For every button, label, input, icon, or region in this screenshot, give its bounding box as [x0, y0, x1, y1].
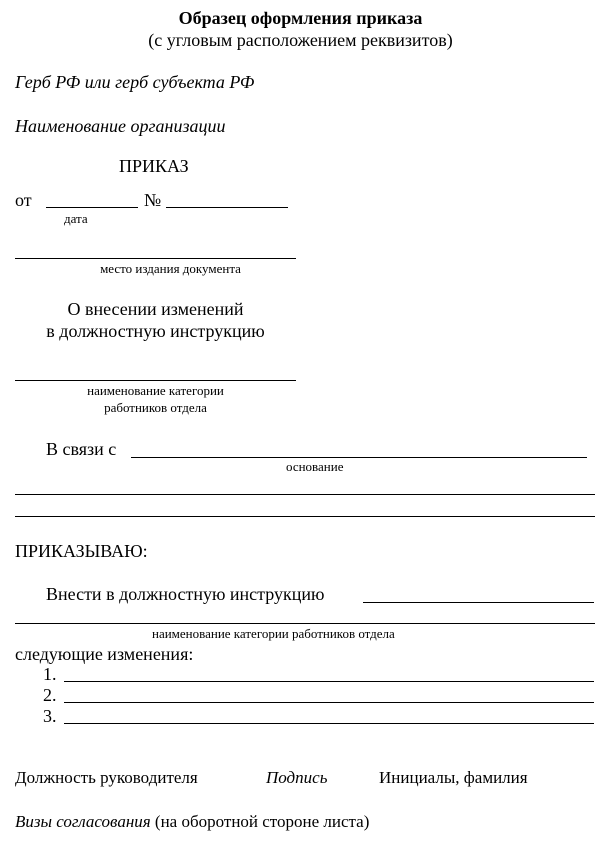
category-blank-line — [15, 380, 296, 381]
coat-of-arms-placeholder: Герб РФ или герб субъекта РФ — [15, 72, 255, 92]
change-item-line — [64, 702, 594, 703]
instruction-blank-line — [363, 602, 594, 603]
document-title: Образец оформления приказа — [178, 8, 423, 28]
change-item-line — [64, 681, 594, 682]
number-sign: № — [144, 190, 162, 210]
basis-prefix: В связи с — [46, 439, 117, 459]
change-item-number: 3. — [43, 706, 57, 726]
order-heading: ПРИКАЗ — [119, 156, 189, 176]
place-blank-line — [15, 258, 296, 259]
basis-continuation-line-1 — [15, 494, 595, 495]
category-caption-line-2: работников отдела — [104, 400, 207, 415]
signatory-position: Должность руководителя — [15, 768, 198, 787]
date-caption: дата — [64, 211, 88, 226]
subject-line-2: в должностную инструкцию — [46, 321, 265, 341]
change-item-number: 1. — [43, 664, 57, 684]
number-blank-line — [166, 207, 288, 208]
place-caption: место издания документа — [100, 261, 241, 276]
date-blank-line — [46, 207, 138, 208]
category-caption-line-1: наименование категории — [87, 383, 224, 398]
signatory-name: Инициалы, фамилия — [379, 768, 528, 787]
instruction-category-caption: наименование категории работников отдела — [152, 626, 395, 641]
basis-continuation-line-2 — [15, 516, 595, 517]
change-item-line — [64, 723, 594, 724]
order-command: ПРИКАЗЫВАЮ: — [15, 541, 148, 561]
basis-caption: основание — [286, 459, 344, 474]
document-subtitle: (с угловым расположением реквизитов) — [148, 30, 453, 50]
instruction-category-line — [15, 623, 595, 624]
approval-visas — [15, 813, 369, 830]
organization-name: Наименование организации — [15, 116, 226, 136]
subject-line-1: О внесении изменений — [67, 299, 244, 319]
visas-note: (на оборотной стороне листа) — [154, 812, 370, 831]
changes-label: следующие изменения: — [15, 644, 194, 664]
visas-label: Визы согласования — [15, 812, 151, 831]
date-prefix: от — [15, 190, 32, 210]
signature-placeholder: Подпись — [266, 768, 328, 787]
instruction-text: Внести в должностную инструкцию — [46, 584, 325, 604]
change-item-number: 2. — [43, 685, 57, 705]
basis-blank-line — [131, 457, 587, 458]
